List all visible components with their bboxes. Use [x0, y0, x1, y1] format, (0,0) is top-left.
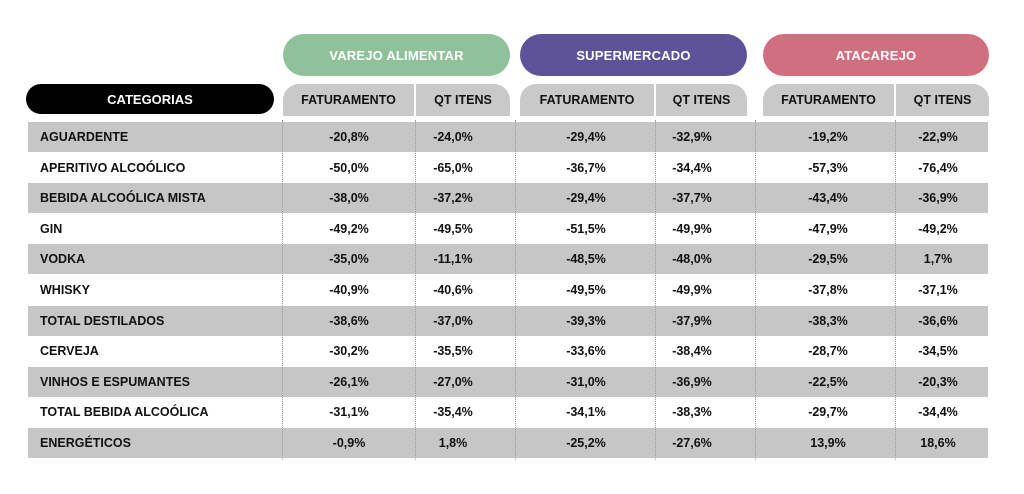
table-row — [28, 306, 988, 336]
value-cell: -22,5% — [808, 374, 848, 389]
subheader-qt-itens-atacarejo — [896, 84, 989, 116]
value-cell: 1,7% — [923, 252, 953, 267]
value-cell: 1,8% — [438, 436, 468, 450]
row-category-label: VINHOS E ESPUMANTES — [40, 374, 191, 389]
row-category-label: TOTAL DESTILADOS — [40, 313, 165, 328]
column-divider — [282, 120, 283, 460]
value-cell: -37,7% — [672, 191, 712, 206]
group-title: ATACAREJO — [835, 47, 917, 63]
value-cell: -49,2% — [918, 221, 958, 236]
value-cell: -37,2% — [433, 191, 473, 206]
value-cell: -36,7% — [566, 160, 606, 175]
value-cell: -30,2% — [329, 344, 369, 359]
group-title: SUPERMERCADO — [576, 47, 691, 63]
value-cell: -49,5% — [433, 221, 473, 236]
value-cell: -57,3% — [808, 160, 848, 175]
value-cell: -37,8% — [808, 283, 848, 297]
value-cell: -49,9% — [672, 283, 712, 297]
value-cell: -36,9% — [918, 191, 958, 206]
value-cell: -35,0% — [329, 252, 369, 267]
row-category-label: APERITIVO ALCOÓLICO — [40, 160, 186, 175]
value-cell: -34,4% — [672, 160, 712, 175]
value-cell: -0,9% — [332, 436, 366, 450]
value-cell: -40,6% — [433, 283, 473, 297]
category-header — [26, 84, 274, 114]
column-divider — [415, 120, 416, 460]
value-cell: -38,4% — [672, 344, 712, 359]
row-category-label: ENERGÉTICOS — [40, 436, 131, 450]
value-cell: -49,9% — [672, 221, 712, 236]
table-row — [28, 428, 988, 458]
value-cell: -35,5% — [433, 344, 473, 359]
value-cell: -35,4% — [433, 405, 473, 420]
value-cell: -36,6% — [918, 313, 958, 328]
value-cell: -26,1% — [329, 374, 369, 389]
value-cell: -47,9% — [808, 221, 848, 236]
subheader-qt-itens-varejo — [416, 84, 510, 116]
value-cell: -49,5% — [566, 283, 606, 297]
category-header-label: CATEGORIAS — [107, 91, 193, 107]
subheader-label: FATURAMENTO — [539, 93, 635, 107]
table-row — [28, 122, 988, 152]
value-cell: 13,9% — [810, 436, 846, 450]
table-row — [28, 275, 988, 305]
value-cell: -51,5% — [566, 221, 606, 236]
subheader-qt-itens-supermercado — [656, 84, 747, 116]
value-cell: -20,8% — [329, 130, 369, 144]
value-cell: -38,3% — [808, 313, 848, 328]
value-cell: -27,0% — [433, 374, 473, 389]
value-cell: 18,6% — [920, 436, 956, 450]
subheader-label: FATURAMENTO — [781, 93, 876, 107]
value-cell: -31,1% — [329, 405, 369, 420]
group-header-atacarejo — [763, 34, 989, 76]
value-cell: -29,4% — [566, 191, 606, 206]
group-title: VAREJO ALIMENTAR — [329, 47, 464, 63]
row-category-label: BEBIDA ALCOÓLICA MISTA — [40, 191, 206, 206]
row-category-label: AGUARDENTE — [40, 130, 129, 144]
value-cell: -11,1% — [433, 252, 473, 267]
value-cell: -33,6% — [566, 344, 606, 359]
subheader-faturamento-atacarejo — [763, 84, 894, 116]
subheader-label: QT ITENS — [672, 93, 731, 107]
table-row — [28, 153, 988, 183]
column-divider — [515, 120, 516, 460]
subheader-label: QT ITENS — [434, 93, 492, 107]
value-cell: -34,5% — [918, 344, 958, 359]
table-row — [28, 183, 988, 213]
value-cell: -65,0% — [433, 160, 473, 175]
value-cell: -37,1% — [918, 283, 958, 297]
value-cell: -37,9% — [672, 313, 712, 328]
subheader-label: QT ITENS — [913, 93, 972, 107]
value-cell: -38,0% — [329, 191, 369, 206]
value-cell: -48,0% — [672, 252, 712, 267]
table-row — [28, 397, 988, 427]
group-header-varejo-alimentar — [283, 34, 510, 76]
value-cell: -43,4% — [808, 191, 848, 206]
value-cell: -40,9% — [329, 283, 369, 297]
value-cell: -27,6% — [672, 436, 712, 450]
value-cell: -32,9% — [672, 130, 712, 144]
subheader-faturamento-varejo — [283, 84, 414, 116]
group-header-supermercado — [520, 34, 747, 76]
value-cell: -34,1% — [566, 405, 606, 420]
value-cell: -34,4% — [918, 405, 958, 420]
column-divider — [755, 120, 756, 460]
value-cell: -29,7% — [808, 405, 848, 420]
table-row — [28, 336, 988, 366]
column-divider — [655, 120, 656, 460]
value-cell: -20,3% — [918, 374, 958, 389]
table-row — [28, 214, 988, 244]
subheader-faturamento-supermercado — [520, 84, 654, 116]
value-cell: -49,2% — [329, 221, 369, 236]
column-divider — [895, 120, 896, 460]
value-cell: -39,3% — [566, 313, 606, 328]
value-cell: -48,5% — [566, 252, 606, 267]
row-category-label: TOTAL BEBIDA ALCOÓLICA — [40, 405, 209, 420]
row-category-label: VODKA — [40, 252, 86, 267]
value-cell: -22,9% — [918, 130, 958, 144]
row-category-label: CERVEJA — [40, 344, 99, 359]
value-cell: -24,0% — [433, 130, 473, 144]
value-cell: -19,2% — [808, 130, 848, 144]
row-category-label: GIN — [40, 221, 63, 236]
row-category-label: WHISKY — [40, 283, 90, 297]
table-row — [28, 367, 988, 397]
value-cell: -28,7% — [808, 344, 848, 359]
value-cell: -37,0% — [433, 313, 473, 328]
value-cell: -31,0% — [566, 374, 606, 389]
value-cell: -38,3% — [672, 405, 712, 420]
value-cell: -76,4% — [918, 160, 958, 175]
table-row — [28, 244, 988, 274]
value-cell: -36,9% — [672, 374, 712, 389]
subheader-label: FATURAMENTO — [301, 93, 396, 107]
value-cell: -29,4% — [566, 130, 606, 144]
value-cell: -50,0% — [329, 160, 369, 175]
value-cell: -25,2% — [566, 436, 606, 450]
value-cell: -29,5% — [808, 252, 848, 267]
value-cell: -38,6% — [329, 313, 369, 328]
